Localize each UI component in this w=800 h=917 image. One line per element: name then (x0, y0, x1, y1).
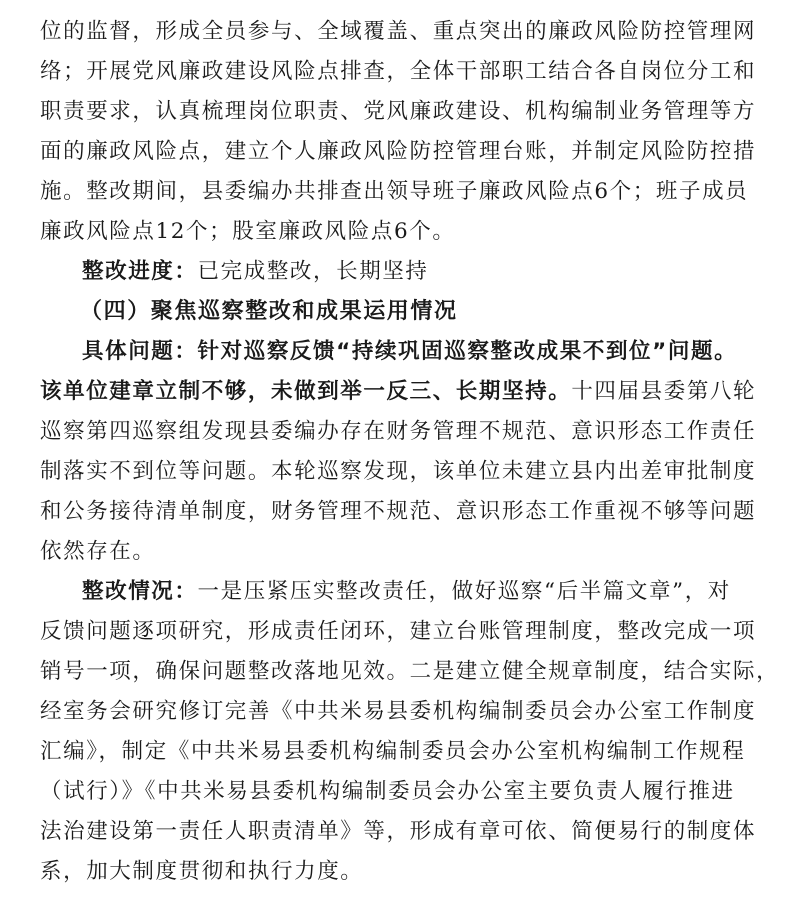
paragraph-line: 廉政风险点12个；股室廉政风险点6个。 (40, 219, 456, 244)
paragraph-line: 络；开展党风廉政建设风险点排查，全体干部职工结合各自岗位分工和 (40, 59, 757, 84)
paragraph-line: 施。整改期间，县委编办共排查出领导班子廉政风险点6个；班子成员 (40, 179, 749, 204)
paragraph-line: 反馈问题逐项研究，形成责任闭环，建立台账管理制度，整改完成一项 (40, 619, 757, 644)
rectification-line (82, 574, 731, 605)
progress-label: 整改进度： (82, 259, 198, 284)
paragraph-line: 面的廉政风险点，建立个人廉政风险防控管理台账，并制定风险防控措 (40, 139, 757, 164)
paragraph-line: 销号一项，确保问题整改落地见效。二是建立健全规章制度，结合实际， (40, 659, 780, 684)
paragraph-line: 系，加大制度贯彻和执行力度。 (40, 859, 364, 884)
paragraph-line: 制落实不到位等问题。本轮巡察发现，该单位未建立县内出差审批制度 (40, 459, 757, 484)
paragraph-line: 位的监督，形成全员参与、全域覆盖、重点突出的廉政风险防控管理网 (40, 19, 757, 44)
problem-line (40, 374, 756, 405)
problem-text: 针对巡察反馈“持续巩固巡察整改成果不到位”问题。 (197, 339, 738, 364)
paragraph-line: 依然存在。 (40, 539, 156, 564)
rectification-label: 整改情况： (82, 579, 198, 604)
paragraph-line: 职责要求，认真梳理岗位职责、党风廉政建设、机构编制业务管理等方 (40, 99, 757, 124)
problem-text: 十四届县委第八轮 (571, 379, 757, 404)
paragraph-line: 和公务接待清单制度，财务管理不规范、意识形态工作重视不够等问题 (40, 499, 757, 524)
paragraph-line: 经室务会研究修订完善《中共米易县委机构编制委员会办公室工作制度 (40, 699, 757, 724)
problem-label: 具体问题： (82, 339, 198, 364)
paragraph-line: 汇编》，制定《中共米易县委机构编制委员会办公室机构编制工作规程 (40, 739, 746, 764)
section-heading: （四）聚焦巡察整改和成果运用情况 (80, 299, 458, 324)
problem-bold-text: 该单位建章立制不够，未做到举一反三、长期坚持。 (40, 379, 572, 404)
progress-line (82, 254, 429, 285)
problem-line (82, 334, 737, 365)
paragraph-line: 巡察第四巡察组发现县委编办存在财务管理不规范、意识形态工作责任 (40, 419, 757, 444)
progress-text: 已完成整改，长期坚持 (197, 259, 429, 284)
rectification-text: 一是压紧压实整改责任，做好巡察“后半篇文章”，对 (197, 579, 731, 604)
paragraph-line: （试行）》《中共米易县委机构编制委员会办公室主要负责人履行推进 (40, 779, 735, 804)
paragraph-line: 法治建设第一责任人职责清单》等，形成有章可依、简便易行的制度体 (40, 819, 757, 844)
